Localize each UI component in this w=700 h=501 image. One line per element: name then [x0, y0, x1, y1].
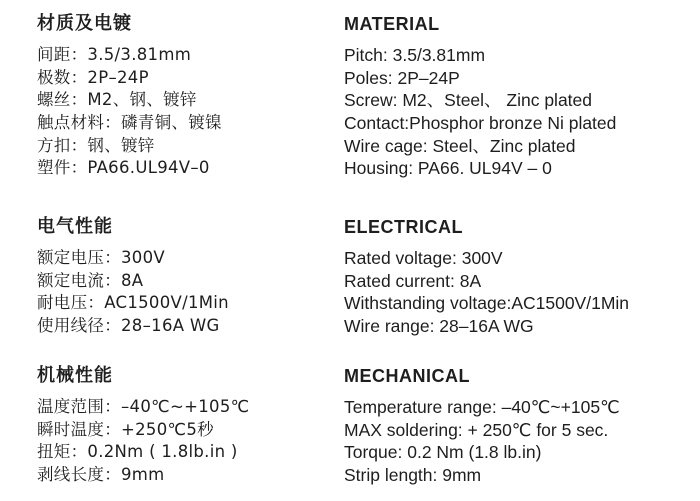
- strip-length-line-en: Strip length: 9mm: [344, 465, 482, 486]
- temperature-range-line-en: Temperature range: –40℃~+105℃: [344, 397, 620, 417]
- pitch-line-zh: 间距：3.5/3.81mm: [37, 45, 192, 64]
- wire-range-line-en: Wire range: 28–16A WG: [344, 316, 534, 337]
- material-section-en: [344, 13, 694, 180]
- electrical-section-en: [344, 216, 694, 338]
- wire-cage-line-zh: 方扣：钢、镀锌: [37, 135, 155, 155]
- torque-line-en: Torque: 0.2 Nm (1.8 lb.in): [344, 442, 542, 463]
- rated-current-line-en: Rated current: 8A: [344, 270, 482, 291]
- housing-line-zh: 塑件：PA66.UL94V–0: [37, 158, 210, 178]
- mechanical-section-zh: [37, 365, 327, 487]
- torque-line-zh: 扭矩：0.2Nm ( 1.8lb.in ): [37, 442, 238, 462]
- mechanical-section-en: [344, 365, 694, 487]
- screw-line-en: Screw: M2、Steel、 Zinc plated: [344, 90, 593, 111]
- contact-line-en: Contact:Phosphor bronze Ni plated: [344, 113, 617, 134]
- material-heading-en: MATERIAL: [344, 14, 440, 34]
- wire-range-line-zh: 使用线径：28–16A WG: [37, 316, 220, 336]
- screw-line-zh: 螺丝：M2、钢、镀锌: [37, 90, 197, 110]
- electrical-section-zh: [37, 216, 327, 338]
- strip-length-line-zh: 剥线长度：9mm: [37, 465, 165, 485]
- soldering-line-zh: 瞬时温度：+250℃5秒: [37, 419, 214, 439]
- wire-cage-line-en: Wire cage: Steel、Zinc plated: [344, 135, 576, 156]
- poles-line-zh: 极数：2P–24P: [37, 67, 149, 87]
- mechanical-heading-zh: 机械性能: [37, 365, 113, 386]
- withstanding-voltage-line-zh: 耐电压：AC1500V/1Min: [37, 293, 229, 313]
- mechanical-heading-en: MECHANICAL: [344, 366, 470, 386]
- contact-line-zh: 触点材料：磷青铜、镀镍: [37, 113, 222, 133]
- rated-current-line-zh: 额定电流：8A: [37, 270, 144, 290]
- material-heading-zh: 材质及电镀: [37, 13, 132, 34]
- electrical-heading-zh: 电气性能: [37, 216, 113, 237]
- electrical-heading-en: ELECTRICAL: [344, 217, 463, 237]
- poles-line-en: Poles: 2P–24P: [344, 67, 460, 88]
- housing-line-en: Housing: PA66. UL94V – 0: [344, 158, 552, 179]
- withstanding-voltage-line-en: Withstanding voltage:AC1500V/1Min: [344, 293, 630, 314]
- rated-voltage-line-en: Rated voltage: 300V: [344, 248, 503, 268]
- rated-voltage-line-zh: 额定电压：300V: [37, 248, 165, 267]
- pitch-line-en: Pitch: 3.5/3.81mm: [344, 45, 486, 65]
- material-section-zh: [37, 13, 327, 180]
- soldering-line-en: MAX soldering: + 250℃ for 5 sec.: [344, 419, 609, 440]
- temperature-range-line-zh: 温度范围：–40℃~+105℃: [37, 397, 250, 416]
